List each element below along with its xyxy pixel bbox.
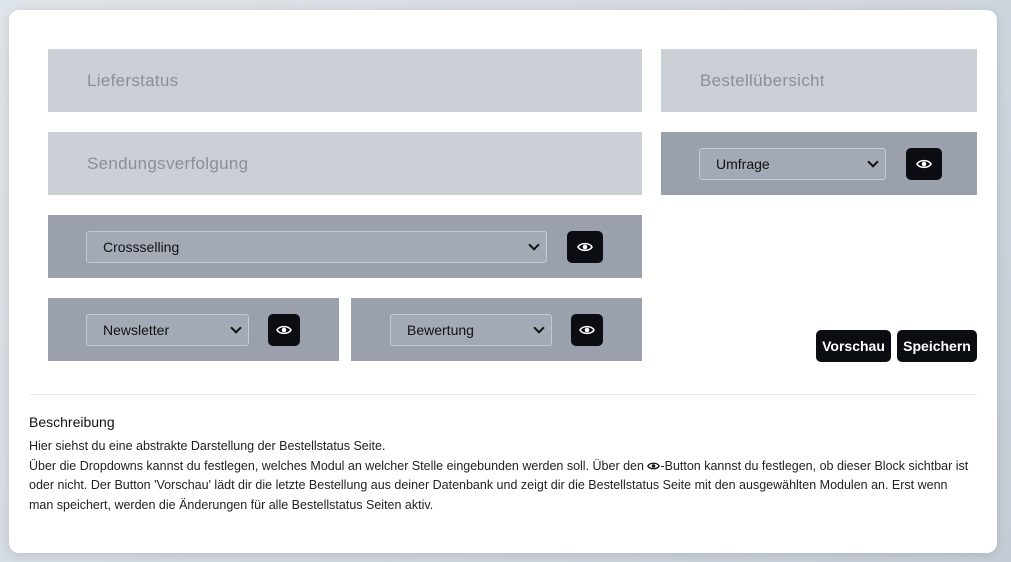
eye-icon — [276, 322, 292, 338]
crossselling-select[interactable] — [86, 231, 547, 263]
divider — [29, 394, 977, 395]
eye-icon — [647, 461, 660, 471]
vorschau-button-label: Vorschau — [822, 338, 885, 354]
eye-icon — [916, 156, 932, 172]
vorschau-button[interactable] — [816, 330, 891, 362]
block-crossselling — [48, 215, 642, 278]
newsletter-select[interactable] — [86, 314, 249, 346]
block-title-lieferstatus: Lieferstatus — [87, 70, 179, 90]
bewertung-visibility-button[interactable] — [571, 314, 603, 346]
description-line-2-before: Über die Dropdowns kannst du festlegen, welches Modul an welcher Stelle eingebunden werden soll. Über den — [29, 458, 648, 473]
block-umfrage — [661, 132, 977, 195]
block-bewertung — [351, 298, 642, 361]
description-line-1: Hier siehst du eine abstrakte Darstellung der Bestellstatus Seite. — [29, 439, 386, 453]
chevron-down-icon — [528, 239, 539, 250]
crossselling-select-value: Crossselling — [103, 239, 180, 255]
description-text — [29, 437, 974, 515]
description-line-2 — [29, 457, 974, 516]
speichern-button-label: Speichern — [903, 338, 971, 354]
newsletter-select-value: Newsletter — [103, 322, 170, 338]
umfrage-select[interactable] — [699, 148, 886, 180]
eye-icon — [579, 322, 595, 338]
umfrage-select-value: Umfrage — [716, 156, 770, 172]
block-title-bestelluebersicht: Bestellübersicht — [700, 70, 825, 90]
chevron-down-icon — [533, 322, 544, 333]
bewertung-select-value: Bewertung — [407, 322, 474, 338]
bewertung-select[interactable] — [390, 314, 552, 346]
umfrage-visibility-button[interactable] — [906, 148, 942, 180]
eye-icon — [577, 239, 593, 255]
block-bestelluebersicht — [661, 49, 977, 112]
description-line-2-after: -Button kannst du festlegen, ob dieser Block sichtbar ist oder nicht. Der Button 'Vorschau' lädt dir die letzte Bestellung aus deiner Datenbank und zeigt dir die Bestellstatus Seite mit den ausgewählten Modulen an. Erst wenn man speichert, werden die Änderungen für alle Bestellstatus Seiten aktiv. — [29, 458, 969, 512]
newsletter-visibility-button[interactable] — [268, 314, 300, 346]
editor-card — [9, 10, 997, 553]
block-sendungsverfolgung — [48, 132, 642, 195]
block-title-sendungsverfolgung: Sendungsverfolgung — [87, 153, 249, 173]
block-newsletter — [48, 298, 339, 361]
description-title: Beschreibung — [29, 414, 115, 430]
speichern-button[interactable] — [897, 330, 977, 362]
chevron-down-icon — [230, 322, 241, 333]
crossselling-visibility-button[interactable] — [567, 231, 603, 263]
chevron-down-icon — [867, 156, 878, 167]
block-lieferstatus — [48, 49, 642, 112]
